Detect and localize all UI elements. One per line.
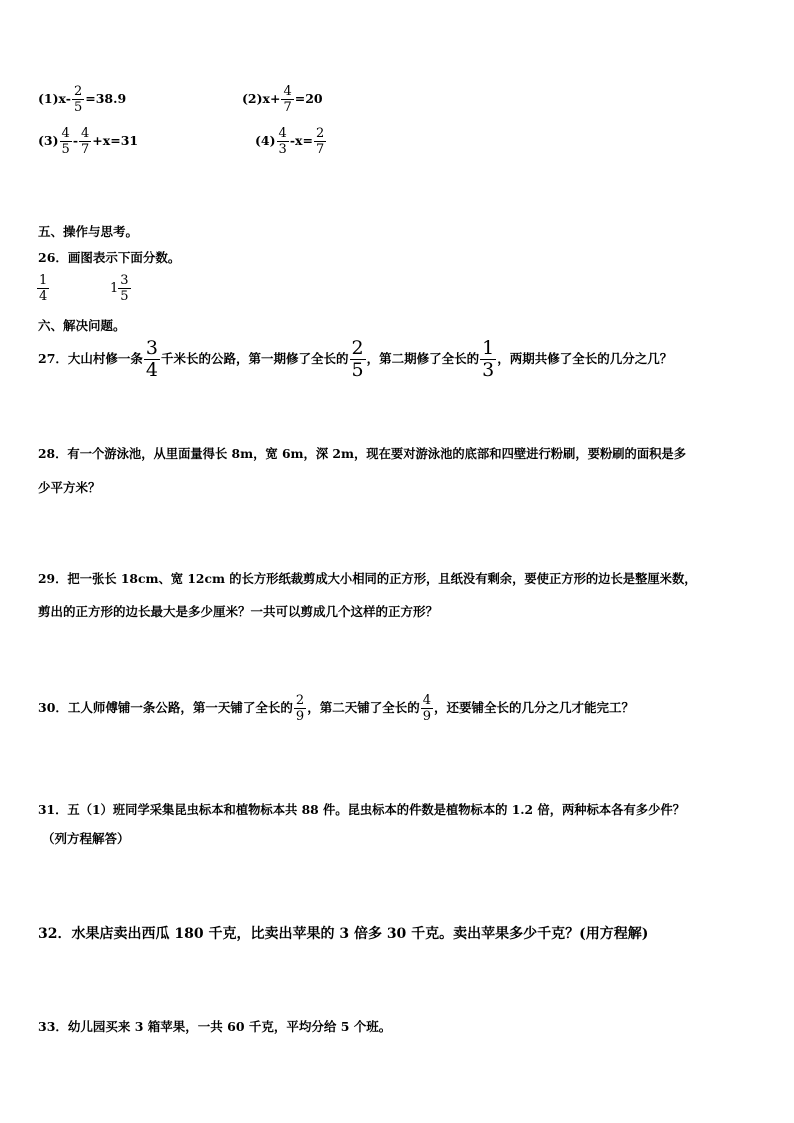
numerator: 2 [73, 84, 83, 99]
denominator: 9 [295, 709, 305, 724]
equation-4-operator: -x= [289, 133, 313, 148]
question-31-line-1: 31．五（1）班同学采集昆虫标本和植物标本共 88 件。昆虫标本的件数是植物标本的 1.2 倍，两种标本各有多少件？ [38, 802, 685, 817]
equation-2-prefix: (2)x+ [242, 91, 281, 106]
fraction [295, 694, 305, 723]
fraction [61, 127, 71, 156]
fraction [315, 127, 325, 156]
question-32: 32．水果店卖出西瓜 180 千克，比卖出苹果的 3 倍多 30 千克。卖出苹果多少千克？(用方程解) [38, 926, 649, 942]
equation-3-operator: - [72, 133, 79, 148]
question-27-text-c: ，第二期修了全长的 [366, 351, 480, 366]
section-title-5: 五、操作与思考。 [38, 224, 139, 239]
question-30-text-a: 30．工人师傅铺一条公路，第一天铺了全长的 [38, 700, 293, 715]
equation-2 [242, 85, 323, 114]
fraction [481, 339, 495, 380]
denominator: 4 [39, 289, 48, 304]
fraction [351, 339, 365, 380]
fraction [80, 127, 90, 156]
question-30-text-c: ，还要铺全长的几分之几才能完工？ [433, 700, 634, 715]
question-33: 33．幼儿园买来 3 箱苹果，一共 60 千克，平均分给 5 个班。 [38, 1019, 392, 1034]
numerator: 2 [295, 693, 305, 708]
question-27-text-b: 千米长的公路，第一期修了全长的 [161, 351, 349, 366]
equation-4-prefix: (4) [255, 133, 276, 148]
numerator: 4 [422, 693, 431, 708]
fraction [73, 85, 83, 114]
fraction [422, 694, 432, 723]
denominator: 7 [315, 142, 325, 157]
numerator: 4 [283, 84, 292, 99]
question-29-line-2: 剪出的正方形的边长最大是多少厘米？一共可以剪成几个这样的正方形？ [38, 604, 439, 619]
question-27-text-a: 27．大山村修一条 [38, 351, 143, 366]
fraction [145, 339, 159, 380]
denominator: 9 [422, 709, 431, 724]
numerator: 1 [39, 273, 48, 288]
denominator: 7 [283, 100, 292, 115]
numerator: 4 [81, 126, 90, 141]
equation-3-prefix: (3) [38, 133, 59, 148]
numerator: 2 [315, 126, 325, 141]
question-31-line-2: （列方程解答） [42, 831, 130, 846]
denominator: 7 [81, 142, 90, 157]
denominator: 4 [145, 359, 158, 381]
question-28-line-1: 28．有一个游泳池，从里面量得长 8m，宽 6m，深 2m，现在要对游泳池的底部和四壁进行粉刷，要粉刷的面积是多 [38, 446, 687, 461]
numerator: 4 [278, 126, 287, 141]
fraction [282, 85, 292, 114]
equation-3-suffix: +x=31 [92, 133, 139, 148]
denominator: 5 [73, 100, 83, 115]
question-26-mixed-number [110, 274, 132, 303]
question-30 [38, 694, 634, 723]
question-29-line-1: 29．把一张长 18cm、宽 12cm 的长方形纸裁剪成大小相同的正方形，且纸没有剩余，要使正方形的边长是整厘米数， [38, 571, 697, 586]
section-title-6: 六、解决问题。 [38, 318, 126, 333]
denominator: 5 [120, 289, 129, 304]
equation-2-suffix: =20 [294, 91, 323, 106]
equation-4 [255, 127, 327, 156]
denominator: 5 [61, 142, 70, 157]
denominator: 3 [278, 142, 287, 157]
numerator: 3 [120, 273, 129, 288]
question-27 [38, 339, 672, 380]
numerator: 2 [351, 337, 364, 359]
numerator: 4 [61, 126, 70, 141]
question-26: 26．画图表示下面分数。 [38, 250, 181, 265]
equation-1-prefix: (1)x- [38, 91, 71, 106]
fraction [278, 127, 288, 156]
numerator: 3 [145, 337, 158, 359]
question-30-text-b: ，第二天铺了全长的 [307, 700, 420, 715]
equation-1-suffix: =38.9 [85, 91, 127, 106]
question-26-fraction-1 [36, 274, 50, 303]
equation-3 [38, 127, 138, 156]
denominator: 3 [482, 359, 495, 381]
equation-1 [38, 85, 126, 114]
question-27-text-d: ，两期共修了全长的几分之几？ [497, 351, 673, 366]
question-28-line-2: 少平方米？ [38, 480, 101, 495]
denominator: 5 [351, 359, 364, 381]
numerator: 1 [482, 337, 495, 359]
whole-part: 1 [110, 281, 119, 296]
